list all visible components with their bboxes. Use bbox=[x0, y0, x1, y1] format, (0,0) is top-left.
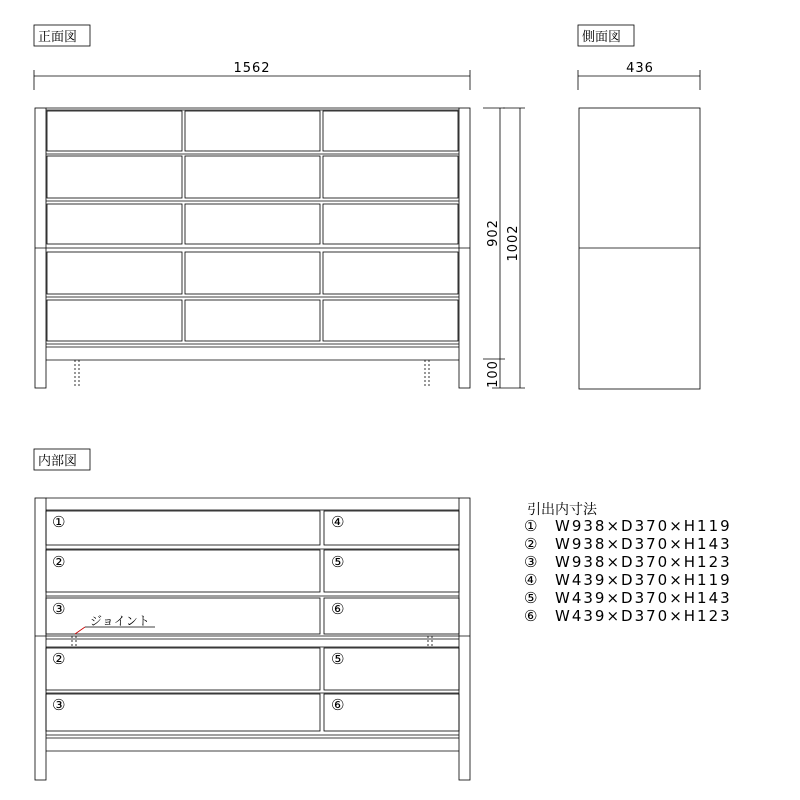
height-902-label: 902 bbox=[486, 219, 501, 247]
right-side-panel bbox=[459, 498, 470, 780]
spec-list bbox=[524, 517, 732, 625]
spec-dims: W439×D370×H119 bbox=[555, 571, 732, 589]
left-side-panel bbox=[35, 498, 46, 780]
spec-marker: ⑤ bbox=[524, 589, 538, 607]
drawer-marker: ① bbox=[52, 513, 66, 531]
drawer-marker: ③ bbox=[52, 600, 66, 618]
spec-marker: ① bbox=[524, 517, 538, 535]
front-drawer bbox=[185, 300, 320, 341]
front-drawer bbox=[323, 111, 458, 151]
front-drawer bbox=[47, 300, 182, 341]
drawer-marker: ② bbox=[52, 650, 66, 668]
interior-drawer bbox=[46, 550, 320, 592]
spec-marker: ④ bbox=[524, 571, 538, 589]
front-view bbox=[34, 25, 525, 388]
spec-marker: ② bbox=[524, 535, 538, 553]
joint-label: ジョイント bbox=[90, 614, 150, 628]
spec-marker: ⑥ bbox=[524, 607, 538, 625]
drawer-marker: ⑥ bbox=[331, 600, 345, 618]
drawer-marker: ⑤ bbox=[331, 553, 345, 571]
interior-drawer bbox=[46, 648, 320, 690]
interior-drawer bbox=[46, 694, 320, 731]
drawer-marker: ⑥ bbox=[331, 696, 345, 714]
height-1002-label: 1002 bbox=[506, 224, 521, 262]
front-drawer bbox=[47, 204, 182, 244]
side-view-title: 側面図 bbox=[582, 30, 622, 45]
spec-dims: W938×D370×H123 bbox=[555, 553, 732, 571]
drawer-marker: ④ bbox=[331, 513, 345, 531]
joint-leader-line bbox=[75, 627, 85, 634]
interior-drawer bbox=[46, 511, 320, 545]
side-body bbox=[579, 108, 700, 389]
drawer-marker: ② bbox=[52, 553, 66, 571]
front-drawer bbox=[47, 156, 182, 198]
front-drawer bbox=[185, 111, 320, 151]
interior-drawer bbox=[46, 598, 320, 634]
front-drawer bbox=[323, 252, 458, 294]
drawer-marker: ③ bbox=[52, 696, 66, 714]
width-dimension-label: 1562 bbox=[233, 61, 271, 76]
spec-title: 引出内寸法 bbox=[527, 502, 597, 518]
drawer-marker: ⑤ bbox=[331, 650, 345, 668]
spec-marker: ③ bbox=[524, 553, 538, 571]
depth-dimension-label: 436 bbox=[626, 61, 654, 76]
front-drawer bbox=[185, 156, 320, 198]
front-drawer bbox=[323, 300, 458, 341]
spec-dims: W439×D370×H143 bbox=[555, 589, 732, 607]
front-drawer bbox=[47, 111, 182, 151]
front-drawer bbox=[47, 252, 182, 294]
front-drawer bbox=[323, 204, 458, 244]
spec-dims: W439×D370×H123 bbox=[555, 607, 732, 625]
height-100-label: 100 bbox=[486, 360, 501, 388]
spec-dims: W938×D370×H119 bbox=[555, 517, 732, 535]
front-drawer bbox=[185, 252, 320, 294]
front-drawer bbox=[323, 156, 458, 198]
side-view bbox=[578, 25, 700, 389]
front-view-title: 正面図 bbox=[38, 30, 78, 45]
spec-dims: W938×D370×H143 bbox=[555, 535, 732, 553]
front-drawer bbox=[185, 204, 320, 244]
interior-view-title: 内部図 bbox=[38, 454, 78, 469]
